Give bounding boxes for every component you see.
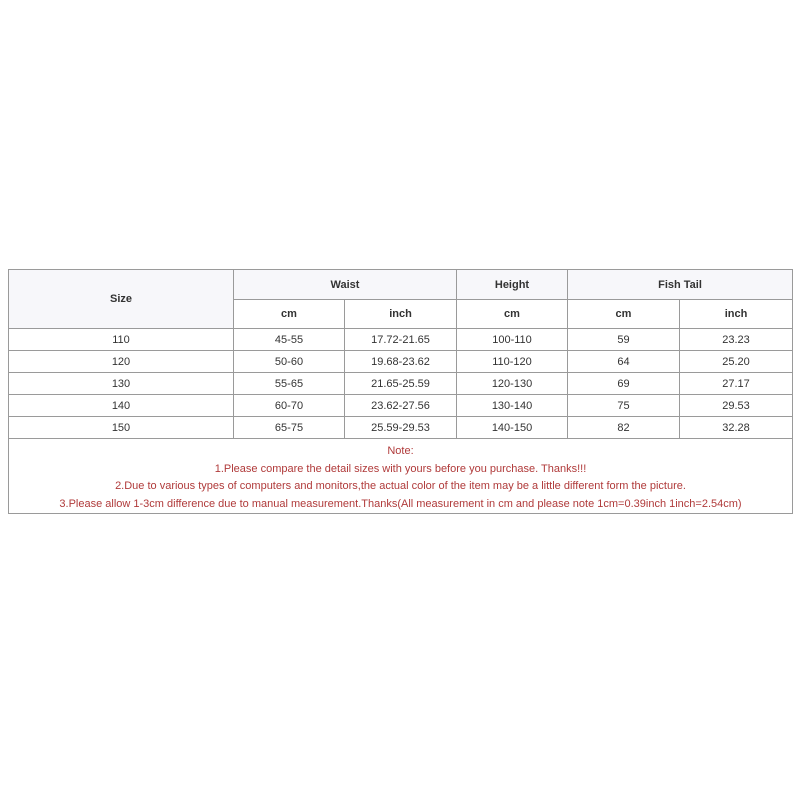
cell-height-cm: 130-140 xyxy=(457,395,568,417)
header-fish-tail-inch: inch xyxy=(680,300,793,329)
cell-fish-tail-inch: 25.20 xyxy=(680,351,793,373)
header-size: Size xyxy=(9,270,234,329)
cell-waist-inch: 17.72-21.65 xyxy=(345,329,457,351)
cell-size: 140 xyxy=(9,395,234,417)
cell-waist-cm: 60-70 xyxy=(234,395,345,417)
cell-waist-cm: 50-60 xyxy=(234,351,345,373)
cell-size: 110 xyxy=(9,329,234,351)
cell-waist-inch: 19.68-23.62 xyxy=(345,351,457,373)
table-row xyxy=(9,351,793,373)
notes-row xyxy=(9,439,793,514)
cell-size: 150 xyxy=(9,417,234,439)
size-chart-table xyxy=(8,269,793,514)
notes-cell xyxy=(9,439,793,514)
note-line-2: 2.Due to various types of computers and monitors,the actual color of the item may be a little different form the picture. xyxy=(115,480,686,492)
cell-fish-tail-cm: 59 xyxy=(568,329,680,351)
cell-waist-cm: 45-55 xyxy=(234,329,345,351)
header-height-cm: cm xyxy=(457,300,568,329)
cell-fish-tail-cm: 69 xyxy=(568,373,680,395)
cell-height-cm: 140-150 xyxy=(457,417,568,439)
cell-waist-inch: 23.62-27.56 xyxy=(345,395,457,417)
cell-fish-tail-cm: 82 xyxy=(568,417,680,439)
cell-fish-tail-inch: 23.23 xyxy=(680,329,793,351)
header-row-top xyxy=(9,270,793,300)
cell-size: 120 xyxy=(9,351,234,373)
cell-fish-tail-inch: 32.28 xyxy=(680,417,793,439)
notes-title: Note: xyxy=(387,445,414,457)
header-waist-inch: inch xyxy=(345,300,457,329)
table-row xyxy=(9,417,793,439)
cell-waist-cm: 55-65 xyxy=(234,373,345,395)
cell-fish-tail-inch: 27.17 xyxy=(680,373,793,395)
cell-waist-inch: 21.65-25.59 xyxy=(345,373,457,395)
note-line-1: 1.Please compare the detail sizes with yours before you purchase. Thanks!!! xyxy=(214,462,587,475)
header-fish-tail: Fish Tail xyxy=(568,270,793,300)
header-waist-cm: cm xyxy=(234,300,345,329)
header-fish-tail-cm: cm xyxy=(568,300,680,329)
cell-height-cm: 110-120 xyxy=(457,351,568,373)
cell-height-cm: 100-110 xyxy=(457,329,568,351)
table-row xyxy=(9,329,793,351)
cell-waist-cm: 65-75 xyxy=(234,417,345,439)
table-row xyxy=(9,395,793,417)
header-waist: Waist xyxy=(234,270,457,300)
table-row xyxy=(9,373,793,395)
cell-fish-tail-inch: 29.53 xyxy=(680,395,793,417)
cell-waist-inch: 25.59-29.53 xyxy=(345,417,457,439)
cell-height-cm: 120-130 xyxy=(457,373,568,395)
cell-fish-tail-cm: 64 xyxy=(568,351,680,373)
header-height: Height xyxy=(457,270,568,300)
cell-fish-tail-cm: 75 xyxy=(568,395,680,417)
cell-size: 130 xyxy=(9,373,234,395)
note-line-3: 3.Please allow 1-3cm difference due to manual measurement.Thanks(All measurement in cm and please note 1cm=0.39inch 1inch=2.54cm) xyxy=(59,497,742,510)
